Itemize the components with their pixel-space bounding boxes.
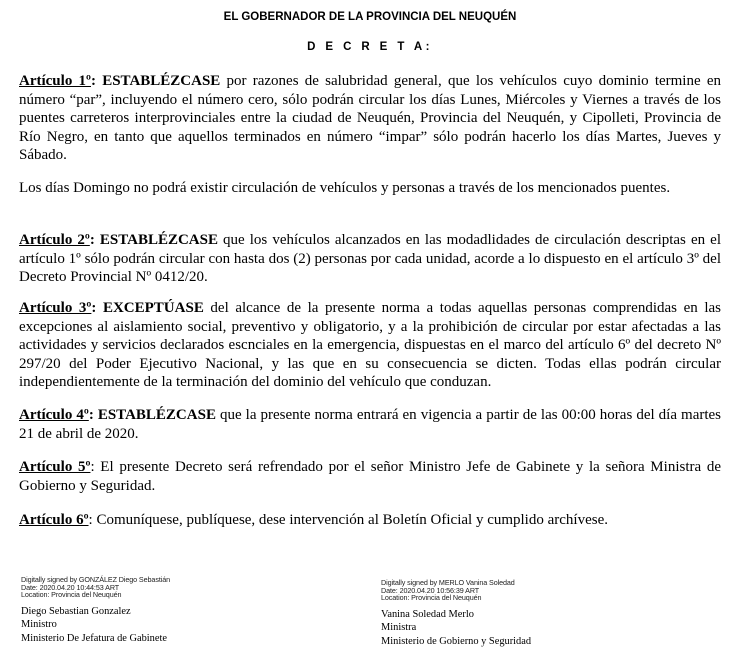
article-3-keyword: EXCEPTÚASE [96, 300, 204, 316]
document-title: EL GOBERNADOR DE LA PROVINCIA DEL NEUQUÉN [223, 11, 517, 23]
article-6-label: Artículo 6º [19, 512, 89, 528]
article-3 [19, 299, 721, 392]
signature-block-merlo [381, 579, 681, 648]
digital-signature-line: Digitally signed by MERLO Vanina Soledad [381, 578, 515, 587]
article-1-label: Artículo 1º [19, 73, 91, 89]
article-6-text: Comuníquese, publíquese, dese intervención al Boletín Oficial y cumplido archívese. [92, 512, 608, 528]
document-subtitle: D E C R E T A: [307, 41, 433, 53]
article-4-label: Artículo 4º [19, 407, 89, 423]
signature-date: Date: 2020.04.20 10:56:39 ART [381, 585, 480, 595]
article-2 [19, 231, 721, 287]
digital-signature-line: Digitally signed by GONZÁLEZ Diego Sebastián [21, 575, 171, 584]
signature-location: Location: Provincia del Neuquén [21, 590, 122, 599]
article-1-keyword: ESTABLÉZCASE [96, 73, 221, 89]
article-3-label: Artículo 3º [19, 300, 92, 316]
signer-name: Vanina Soledad Merlo [381, 608, 474, 620]
article-1-paragraph-2 [19, 179, 721, 198]
article-4 [19, 406, 721, 443]
signer-name: Diego Sebastian Gonzalez [21, 605, 131, 617]
article-2-label: Artículo 2º [19, 232, 90, 248]
article-5-label: Artículo 5º [19, 459, 91, 475]
article-3-colon: : [91, 300, 97, 316]
article-1-paragraph-2-text: Los días Domingo no podrá existir circulación de vehículos y personas a través de los mencionados puentes. [19, 180, 671, 196]
signature-block-gonzalez [21, 576, 321, 645]
article-1 [19, 72, 721, 165]
article-4-text: que la presente norma entrará en vigencia a partir de las 00:00 horas del día martes 21 de abril de 2020. [19, 407, 722, 442]
signature-date: Date: 2020.04.20 10:44:53 ART [21, 582, 120, 592]
signature-location: Location: Provincia del Neuquén [381, 593, 482, 602]
article-6 [19, 511, 721, 530]
article-2-colon: : [89, 232, 95, 248]
signer-office: Ministerio de Gobierno y Seguridad [381, 635, 532, 647]
article-5-colon: : [90, 459, 95, 475]
article-6-colon: : [88, 512, 93, 528]
article-4-colon: : [88, 407, 94, 423]
article-2-text: que los vehículos alcanzados en las modadlidades de circulación descriptas en el artículo 1º sólo podrán circular con hasta dos (2) personas por cada unidad, acorde a lo dispuesto en el artículo 3º del Decreto Provincial Nº 0412/20. [19, 232, 721, 286]
article-1-colon: : [91, 73, 96, 89]
article-5 [19, 458, 721, 495]
article-4-keyword: ESTABLÉZCASE [93, 407, 216, 423]
article-3-text: del alcance de la presente norma a todas aquellas personas comprendidas en las excepciones al aislamiento social, preventivo y obligatorio, y a la prohibición de circular por estar afectadas a las actividades y servicios declarados escnciales en la emergencia, dispuestas en el marco del artículo 6º del decreto Nº 297/20 del Poder Ejecutivo Nacional, y las que en su consecuencia se dicten. Todas ellas podrán circular independientemente de la terminación del dominio del vehículo que conduzan. [19, 300, 721, 391]
signer-office: Ministerio De Jefatura de Gabinete [21, 632, 167, 644]
signer-role: Ministro [21, 619, 57, 631]
article-2-keyword: ESTABLÉZCASE [94, 232, 218, 248]
article-5-text: El presente Decreto será refrendado por el señor Ministro Jefe de Gabinete y la señora Ministra de Gobierno y Seguridad. [19, 459, 721, 494]
article-1-text: por razones de salubridad general, que los vehículos cuyo dominio termine en número “par”, incluyendo el número cero, sólo podrán circular los días Lunes, Miércoles y Viernes a través de los puentes carreteros interprovinciales entre la ciudad de Neuquén, Provincia del Neuquén, y Cipolleti, Provincia de Río Negro, en tanto que aquellos terminados en número “impar” sólo podrán hacerlo los días Martes, Jueves y Sábado. [19, 73, 722, 164]
signer-role: Ministra [381, 622, 417, 634]
